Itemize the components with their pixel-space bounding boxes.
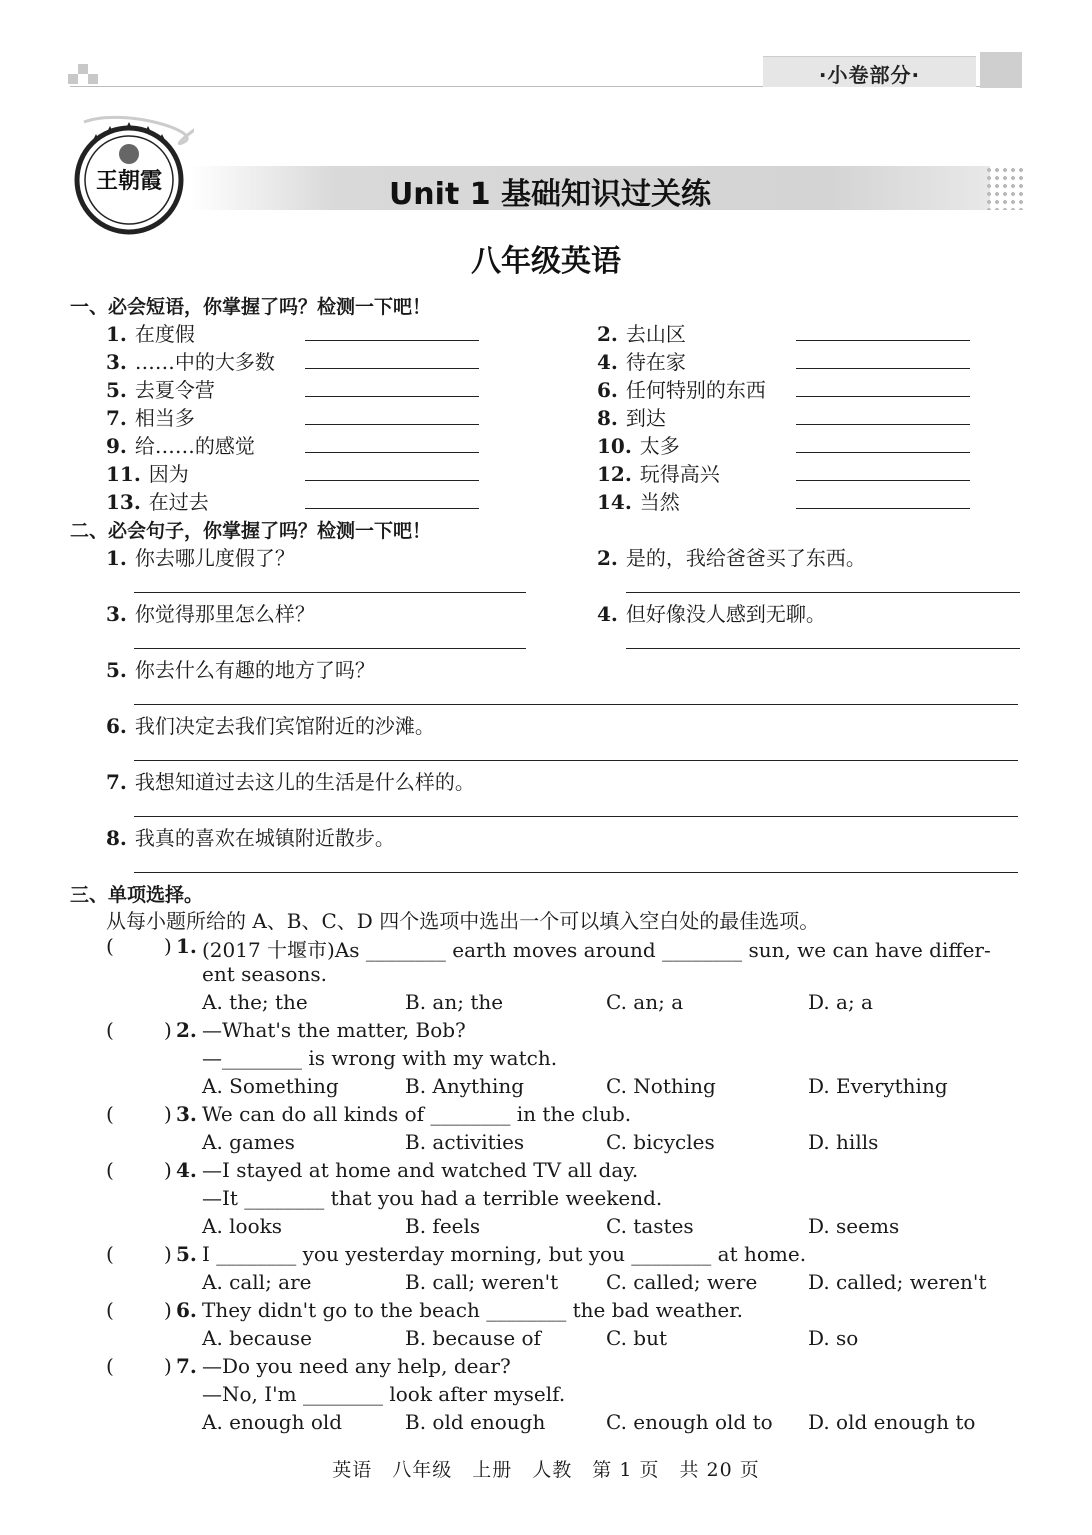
option-b[interactable]: B. old enough: [405, 1410, 546, 1434]
phrase-number: 12.: [597, 462, 632, 486]
option-a[interactable]: A. because: [202, 1326, 312, 1350]
answer-bracket-right: ): [164, 1102, 172, 1126]
sentence-number: 6.: [106, 714, 127, 738]
question-stem-line: —Do you need any help, dear?: [202, 1354, 511, 1378]
phrase-answer-blank[interactable]: [305, 452, 479, 453]
sentence-answer-line[interactable]: [134, 592, 526, 593]
phrase-text: 任何特别的东西: [625, 378, 766, 402]
phrase-number: 14.: [597, 490, 632, 514]
sentence-text: 是的，我给爸爸买了东西。: [625, 546, 866, 570]
option-b[interactable]: B. an; the: [405, 990, 504, 1014]
page-footer: 英语 八年级 上册 人教 第 1 页 共 20 页: [332, 1459, 760, 1481]
phrase-number: 11.: [106, 462, 141, 486]
sentence-answer-line[interactable]: [626, 592, 1020, 593]
phrase-text: 当然: [639, 490, 680, 514]
option-c[interactable]: C. tastes: [606, 1214, 694, 1238]
phrase-number: 1.: [106, 322, 127, 346]
phrase-answer-blank[interactable]: [305, 396, 479, 397]
option-c[interactable]: C. bicycles: [606, 1130, 715, 1154]
answer-bracket-right: ): [164, 934, 172, 958]
phrase-text: ……中的大多数: [134, 350, 275, 374]
option-c[interactable]: C. called; were: [606, 1270, 758, 1294]
sentence-answer-line[interactable]: [626, 648, 1020, 649]
answer-bracket-right: ): [164, 1018, 172, 1042]
question-stem-line: —No, I'm ________ look after myself.: [202, 1382, 566, 1406]
phrase-answer-blank[interactable]: [305, 424, 479, 425]
question-number: 1.: [176, 934, 197, 958]
phrase-number: 9.: [106, 434, 127, 458]
section3-instruction: 从每小题所给的 A、B、C、D 四个选项中选出一个可以填入空白处的最佳选项。: [106, 909, 820, 933]
option-a[interactable]: A. the; the: [202, 990, 308, 1014]
answer-bracket-right: ): [164, 1298, 172, 1322]
answer-bracket-right: ): [164, 1242, 172, 1266]
section-tag: ·小卷部分·: [818, 63, 921, 87]
sentence-number: 4.: [597, 602, 618, 626]
phrase-item: [106, 374, 215, 403]
option-c[interactable]: C. but: [606, 1326, 668, 1350]
sentence-number: 7.: [106, 770, 127, 794]
question-number: 7.: [176, 1354, 197, 1378]
phrase-item: [106, 458, 189, 487]
section-tag-accent: [980, 52, 1022, 88]
sentence-item: [597, 542, 866, 571]
answer-bracket-left[interactable]: (: [106, 1354, 114, 1378]
answer-bracket-left[interactable]: (: [106, 1242, 114, 1266]
question-stem-line: —It ________ that you had a terrible weekend.: [202, 1186, 663, 1210]
question-stem-line: —What's the matter, Bob?: [202, 1018, 466, 1042]
phrase-number: 2.: [597, 322, 618, 346]
sentence-text: 你觉得那里怎么样？: [134, 602, 315, 626]
sentence-answer-line[interactable]: [134, 704, 1018, 705]
answer-bracket-left[interactable]: (: [106, 1018, 114, 1042]
answer-bracket-right: ): [164, 1158, 172, 1182]
option-d[interactable]: D. old enough to: [808, 1410, 976, 1434]
answer-bracket-left[interactable]: (: [106, 1298, 114, 1322]
option-c[interactable]: C. enough old to: [606, 1410, 773, 1434]
answer-bracket-left[interactable]: (: [106, 1158, 114, 1182]
option-d[interactable]: D. seems: [808, 1214, 900, 1238]
phrase-number: 4.: [597, 350, 618, 374]
phrase-item: [106, 346, 275, 375]
option-a[interactable]: A. call; are: [202, 1270, 312, 1294]
phrase-text: 到达: [625, 406, 666, 430]
sentence-item: [106, 654, 375, 683]
question-number: 3.: [176, 1102, 197, 1126]
sentence-text: 我们决定去我们宾馆附近的沙滩。: [134, 714, 435, 738]
option-b[interactable]: B. feels: [405, 1214, 481, 1238]
phrase-answer-blank[interactable]: [796, 480, 970, 481]
option-c[interactable]: C. an; a: [606, 990, 684, 1014]
logo-text: 王朝霞: [95, 168, 163, 194]
phrase-item: [597, 346, 686, 375]
phrase-text: 相当多: [134, 406, 195, 430]
option-a[interactable]: A. looks: [202, 1214, 283, 1238]
page-subtitle: 八年级英语: [471, 244, 621, 279]
phrase-text: 玩得高兴: [639, 462, 720, 486]
answer-bracket-left[interactable]: (: [106, 1102, 114, 1126]
phrase-item: [597, 374, 766, 403]
option-b[interactable]: B. because of: [405, 1326, 541, 1350]
answer-bracket-left[interactable]: (: [106, 934, 114, 958]
phrase-text: 在过去: [148, 490, 209, 514]
sentence-text: 但好像没人感到无聊。: [625, 602, 826, 626]
phrase-item: [597, 486, 680, 515]
answer-bracket-right: ): [164, 1354, 172, 1378]
option-b[interactable]: B. activities: [405, 1130, 525, 1154]
phrase-answer-blank[interactable]: [796, 340, 970, 341]
question-number: 2.: [176, 1018, 197, 1042]
phrase-answer-blank[interactable]: [305, 480, 479, 481]
phrase-text: 去山区: [625, 322, 686, 346]
option-a[interactable]: A. enough old: [202, 1410, 343, 1434]
phrase-answer-blank[interactable]: [305, 368, 479, 369]
phrase-answer-blank[interactable]: [796, 396, 970, 397]
phrase-number: 10.: [597, 434, 632, 458]
phrase-text: 去夏令营: [134, 378, 215, 402]
question-stem-line: They didn't go to the beach ________ the bad weather.: [202, 1298, 743, 1322]
page-title: Unit 1 基础知识过关练: [388, 177, 712, 212]
sentence-text: 你去什么有趣的地方了吗？: [134, 658, 375, 682]
question-stem-line: ent seasons.: [202, 962, 327, 986]
question-number: 4.: [176, 1158, 197, 1182]
sentence-answer-line[interactable]: [134, 816, 1018, 817]
sentence-item: [106, 542, 295, 571]
option-d[interactable]: D. so: [808, 1326, 859, 1350]
phrase-item: [106, 402, 195, 431]
question-stem-line: (2017 十堰市)As ________ earth moves around ________ sun, we can have differ-: [202, 938, 991, 962]
option-d[interactable]: D. called; weren't: [808, 1270, 987, 1294]
phrase-number: 6.: [597, 378, 618, 402]
option-b[interactable]: B. call; weren't: [405, 1270, 559, 1294]
title-band-dots: [985, 166, 1025, 210]
phrase-number: 13.: [106, 490, 141, 514]
sentence-text: 我想知道过去这儿的生活是什么样的。: [134, 770, 475, 794]
sentence-item: [106, 598, 315, 627]
sentence-text: 我真的喜欢在城镇附近散步。: [134, 826, 395, 850]
phrase-answer-blank[interactable]: [796, 368, 970, 369]
question-stem-line: I ________ you yesterday morning, but you ________ at home.: [202, 1242, 807, 1266]
sentence-answer-line[interactable]: [134, 648, 526, 649]
section2-heading: 二、必会句子，你掌握了吗？检测一下吧！: [70, 520, 432, 542]
sentence-item: [106, 710, 435, 739]
sentence-number: 1.: [106, 546, 127, 570]
sentence-number: 8.: [106, 826, 127, 850]
sentence-text: 你去哪儿度假了？: [134, 546, 295, 570]
option-a[interactable]: A. games: [202, 1130, 295, 1154]
option-d[interactable]: D. hills: [808, 1130, 879, 1154]
option-d[interactable]: D. Everything: [808, 1074, 948, 1098]
phrase-item: [597, 402, 666, 431]
option-c[interactable]: C. Nothing: [606, 1074, 716, 1098]
phrase-item: [597, 430, 680, 459]
header-decoration: [68, 64, 108, 84]
sentence-answer-line[interactable]: [134, 760, 1018, 761]
sentence-item: [106, 766, 475, 795]
phrase-answer-blank[interactable]: [305, 508, 479, 509]
sentence-number: 5.: [106, 658, 127, 682]
phrase-text: 待在家: [625, 350, 686, 374]
sentence-answer-line[interactable]: [134, 872, 1018, 873]
phrase-answer-blank[interactable]: [796, 508, 970, 509]
phrase-item: [106, 486, 209, 515]
phrase-text: 因为: [148, 462, 189, 486]
sentence-number: 3.: [106, 602, 127, 626]
phrase-number: 3.: [106, 350, 127, 374]
question-stem-line: We can do all kinds of ________ in the club.: [202, 1102, 632, 1126]
phrase-text: 太多: [639, 434, 680, 458]
sentence-number: 2.: [597, 546, 618, 570]
sentence-item: [597, 598, 826, 627]
section3-heading: 三、单项选择。: [70, 884, 204, 906]
phrase-answer-blank[interactable]: [796, 452, 970, 453]
phrase-answer-blank[interactable]: [305, 340, 479, 341]
phrase-text: 在度假: [134, 322, 195, 346]
section1-heading: 一、必会短语，你掌握了吗？检测一下吧！: [70, 296, 432, 318]
phrase-text: 给……的感觉: [134, 434, 255, 458]
phrase-item: [106, 318, 195, 347]
option-d[interactable]: D. a; a: [808, 990, 873, 1014]
question-stem-line: —I stayed at home and watched TV all day.: [202, 1158, 639, 1182]
phrase-number: 8.: [597, 406, 618, 430]
question-number: 5.: [176, 1242, 197, 1266]
option-b[interactable]: B. Anything: [405, 1074, 525, 1098]
phrase-number: 5.: [106, 378, 127, 402]
phrase-answer-blank[interactable]: [796, 424, 970, 425]
phrase-number: 7.: [106, 406, 127, 430]
question-number: 6.: [176, 1298, 197, 1322]
phrase-item: [597, 318, 686, 347]
question-stem-line: —________ is wrong with my watch.: [202, 1046, 558, 1070]
option-a[interactable]: A. Something: [202, 1074, 339, 1098]
publisher-logo: [64, 112, 194, 242]
sentence-item: [106, 822, 395, 851]
phrase-item: [106, 430, 255, 459]
phrase-item: [597, 458, 720, 487]
